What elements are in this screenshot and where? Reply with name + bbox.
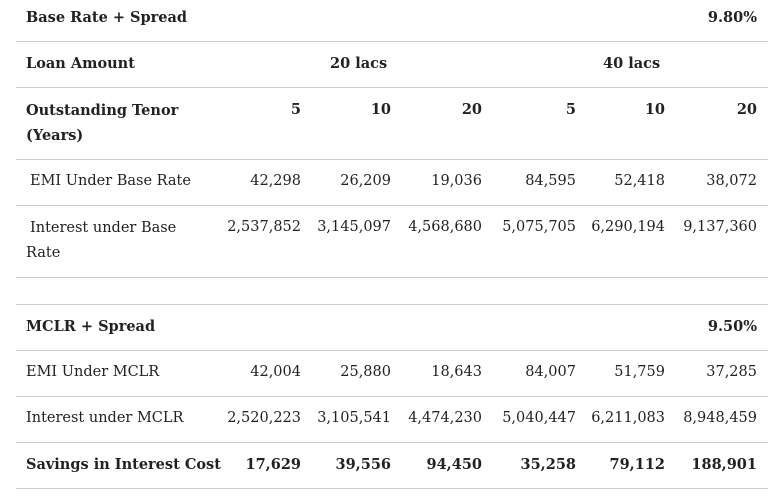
tenor-cell: 20 xyxy=(736,101,757,118)
emi-mclr-label: EMI Under MCLR xyxy=(26,364,160,380)
savings-cell: 94,450 xyxy=(426,456,482,473)
interest-mclr-row xyxy=(16,397,768,443)
interest-base-cell: 9,137,360 xyxy=(683,219,757,235)
interest-base-row xyxy=(16,206,768,278)
section-spacer xyxy=(16,278,768,305)
emi-base-cell: 19,036 xyxy=(431,173,482,189)
base-rate-value: 9.80% xyxy=(707,9,757,26)
emi-mclr-cell: 18,643 xyxy=(431,364,482,380)
emi-base-cell: 42,298 xyxy=(250,173,301,189)
interest-mclr-cell: 5,040,447 xyxy=(502,410,576,426)
loan-amount-20: 20 lacs xyxy=(330,55,388,72)
emi-mclr-cell: 25,880 xyxy=(340,364,391,380)
emi-base-cell: 84,595 xyxy=(525,173,576,189)
interest-mclr-cell: 8,948,459 xyxy=(683,410,757,426)
interest-mclr-cell: 3,105,541 xyxy=(317,410,391,426)
tenor-row xyxy=(16,88,768,160)
savings-cell: 17,629 xyxy=(245,456,301,473)
savings-cell: 35,258 xyxy=(520,456,576,473)
loan-comparison-table xyxy=(16,0,768,489)
loan-amount-40: 40 lacs xyxy=(603,55,661,72)
mclr-title: MCLR + Spread xyxy=(26,318,156,335)
emi-mclr-cell: 51,759 xyxy=(614,364,665,380)
emi-mclr-row xyxy=(16,351,768,397)
savings-label: Savings in Interest Cost xyxy=(26,456,221,473)
tenor-cell: 5 xyxy=(565,101,576,118)
loan-amount-row xyxy=(16,42,768,88)
loan-amount-label: Loan Amount xyxy=(26,55,135,72)
mclr-rate-value: 9.50% xyxy=(707,318,757,335)
base-rate-title: Base Rate + Spread xyxy=(26,9,188,26)
emi-mclr-cell: 37,285 xyxy=(706,364,757,380)
emi-base-row xyxy=(16,160,768,206)
interest-base-cell: 5,075,705 xyxy=(502,219,576,235)
tenor-cell: 5 xyxy=(290,101,301,118)
emi-mclr-cell: 84,007 xyxy=(525,364,576,380)
interest-base-cell: 2,537,852 xyxy=(227,219,301,235)
tenor-cell: 20 xyxy=(461,101,482,118)
interest-base-label: Interest under Base Rate xyxy=(26,220,177,261)
tenor-cell: 10 xyxy=(644,101,665,118)
mclr-rate-row xyxy=(16,305,768,351)
interest-base-cell: 4,568,680 xyxy=(408,219,482,235)
emi-base-cell: 52,418 xyxy=(614,173,665,189)
interest-base-cell: 3,145,097 xyxy=(317,219,391,235)
savings-row xyxy=(16,443,768,489)
savings-cell: 79,112 xyxy=(609,456,665,473)
emi-mclr-cell: 42,004 xyxy=(250,364,301,380)
emi-base-label: EMI Under Base Rate xyxy=(30,173,191,189)
savings-cell: 188,901 xyxy=(691,456,757,473)
interest-base-cell: 6,290,194 xyxy=(591,219,665,235)
tenor-cell: 10 xyxy=(370,101,391,118)
interest-mclr-cell: 4,474,230 xyxy=(408,410,482,426)
tenor-label: Outstanding Tenor (Years) xyxy=(26,102,179,144)
interest-mclr-label: Interest under MCLR xyxy=(26,410,184,426)
interest-mclr-cell: 2,520,223 xyxy=(227,410,301,426)
savings-cell: 39,556 xyxy=(335,456,391,473)
emi-base-cell: 38,072 xyxy=(706,173,757,189)
base-rate-row xyxy=(16,0,768,42)
interest-mclr-cell: 6,211,083 xyxy=(591,410,665,426)
emi-base-cell: 26,209 xyxy=(340,173,391,189)
